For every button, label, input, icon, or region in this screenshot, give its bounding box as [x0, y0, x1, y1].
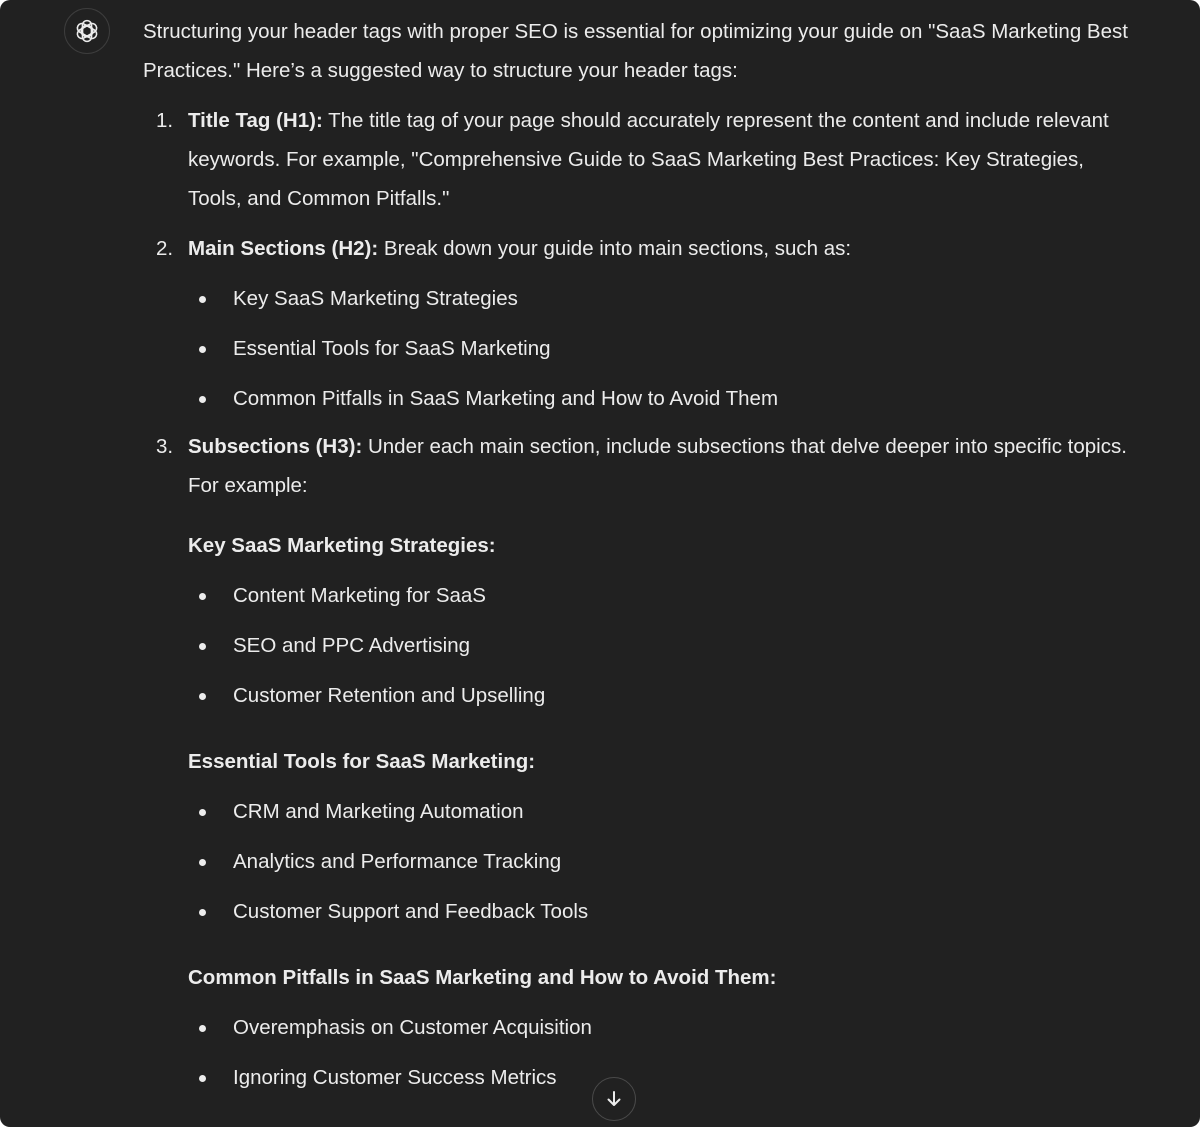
list-item [143, 427, 1133, 1103]
item-text: Break down your guide into main sections, such as: [378, 237, 852, 260]
bullet-item: Customer Support and Feedback Tools [188, 887, 1133, 937]
bullet-item: CRM and Marketing Automation [188, 787, 1133, 837]
bullet-list [188, 274, 1133, 424]
bullet-dot [199, 346, 206, 353]
list-number: 3. [156, 435, 174, 458]
item-heading: Main Sections (H2): [188, 237, 379, 260]
list-number: 1. [156, 109, 174, 132]
bullet-item: Overemphasis on Customer Acquisition [188, 1003, 1133, 1053]
item-text: The title tag of your page should accurately represent the content and include relevant keywords. For example, "Comprehensive Guide to SaaS Marketing Best Practices: Key Strategies, Tools, and Common Pitfalls." [188, 109, 1109, 210]
bullet-list [188, 571, 1133, 721]
list-number: 2. [156, 237, 174, 260]
subsection-title: Common Pitfalls in SaaS Marketing and How to Avoid Them: [188, 966, 777, 989]
bullet-item: Key SaaS Marketing Strategies [188, 274, 1133, 324]
bullet-dot [199, 693, 206, 700]
bullet-dot [199, 643, 206, 650]
bullet-dot [199, 909, 206, 916]
item-heading: Subsections (H3): [188, 435, 363, 458]
bullet-item: Ignoring Customer Success Metrics [188, 1053, 1133, 1103]
bullet-item: Common Pitfalls in SaaS Marketing and How to Avoid Them [188, 374, 1133, 424]
bullet-dot [199, 396, 206, 403]
item-text: Under each main section, include subsections that delve deeper into specific topics. For example: [188, 435, 1127, 497]
assistant-avatar [64, 8, 110, 54]
subsection-title: Essential Tools for SaaS Marketing: [188, 750, 536, 773]
scroll-to-bottom-button[interactable] [592, 1077, 636, 1121]
bullet-dot [199, 593, 206, 600]
subsection-title: Key SaaS Marketing Strategies: [188, 534, 496, 557]
bullet-dot [199, 809, 206, 816]
list-item [143, 101, 1133, 218]
bullet-item: Essential Tools for SaaS Marketing [188, 324, 1133, 374]
bullet-item: Analytics and Performance Tracking [188, 837, 1133, 887]
bullet-item: Content Marketing for SaaS [188, 571, 1133, 621]
bullet-list [188, 787, 1133, 937]
arrow-down-icon [604, 1089, 624, 1109]
bullet-dot [199, 859, 206, 866]
bullet-item: Customer Retention and Upselling [188, 671, 1133, 721]
bullet-dot [199, 1025, 206, 1032]
message-intro: Structuring your header tags with proper SEO is essential for optimizing your guide on "SaaS Marketing Best Practices." Here’s a suggested way to structure your header tags: [143, 20, 1128, 82]
bullet-list [188, 1003, 1133, 1103]
assistant-message [143, 12, 1133, 1103]
bullet-item: SEO and PPC Advertising [188, 621, 1133, 671]
list-item [143, 229, 1133, 424]
openai-logo-icon [74, 18, 100, 44]
item-heading: Title Tag (H1): [188, 109, 323, 132]
bullet-dot [199, 1075, 206, 1082]
bullet-dot [199, 296, 206, 303]
